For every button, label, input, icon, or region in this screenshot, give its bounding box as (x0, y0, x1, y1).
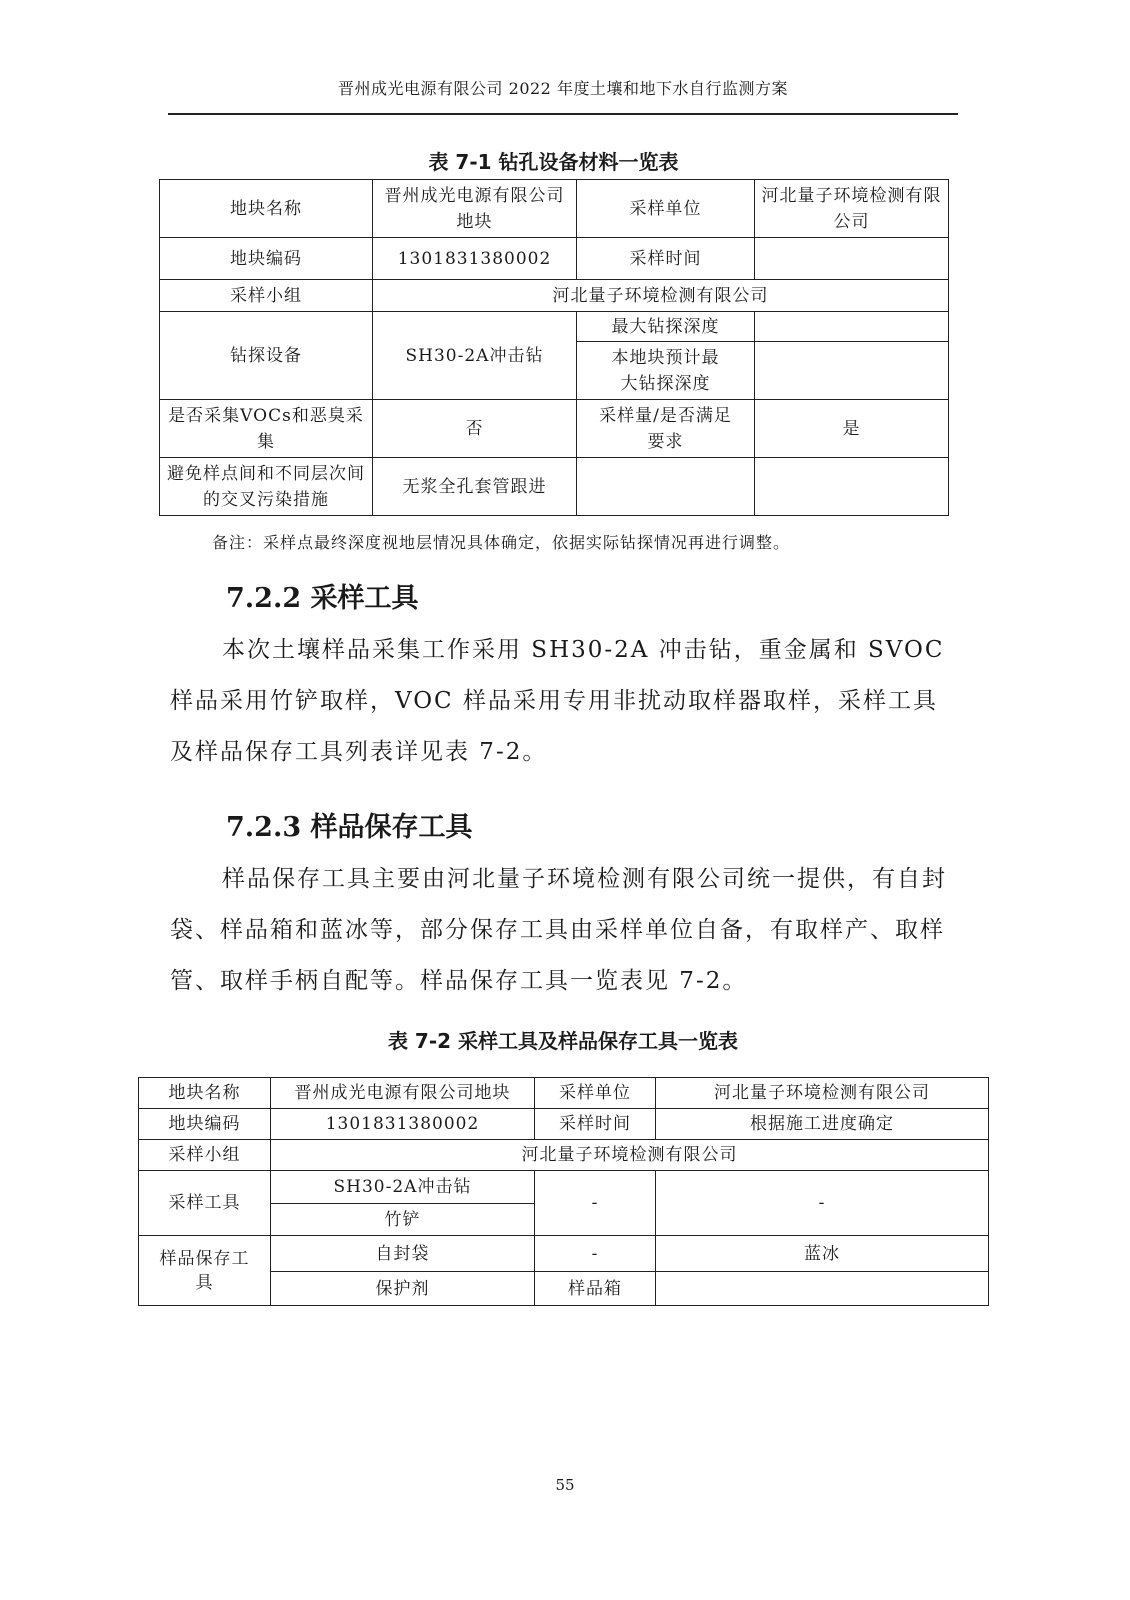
table-row (160, 400, 949, 458)
tools-label: 采样工具 (139, 1171, 271, 1236)
team-value: 河北量子环境检测有限公司 (271, 1140, 989, 1171)
table-row (160, 280, 949, 312)
section-heading-722: 7.2.2 采样工具 (226, 583, 419, 614)
site-name-label: 地块名称 (139, 1078, 271, 1109)
est-depth-label: 本地块预计最大钻探深度 (577, 342, 755, 400)
tool-item: SH30-2A冲击钻 (271, 1171, 535, 1204)
team-value: 河北量子环境检测有限公司 (373, 280, 949, 312)
table-row (139, 1109, 989, 1140)
table1-caption: 表 7-1 钻孔设备材料一览表 (428, 150, 679, 174)
max-depth-label: 最大钻探深度 (577, 312, 755, 342)
empty-cell (755, 458, 949, 516)
empty-cell (577, 458, 755, 516)
storage-item-col4: 蓝冰 (656, 1236, 989, 1272)
site-code-label: 地块编码 (160, 238, 373, 280)
sampling-time-value: 根据施工进度确定 (656, 1109, 989, 1140)
storage-item: 自封袋 (271, 1236, 535, 1272)
site-code-value: 1301831380002 (373, 238, 577, 280)
section-paragraph-722: 本次土壤样品采集工作采用 SH30-2A 冲击钻，重金属和 SVOC 样品采用竹铲取样，VOC 样品采用专用非扰动取样器取样，采样工具及样品保存工具列表详见表 7-2。 (170, 637, 945, 765)
site-name-value: 晋州成光电源有限公司地块 (373, 180, 577, 238)
storage-item-col4 (656, 1272, 989, 1306)
sample-qty-value: 是 (755, 400, 949, 458)
sampling-unit-value: 河北量子环境检测有限公司 (656, 1078, 989, 1109)
tools-col3-value: - (535, 1171, 656, 1236)
table-row (139, 1236, 989, 1272)
team-label: 采样小组 (139, 1140, 271, 1171)
sampling-time-value (755, 238, 949, 280)
table-row (160, 238, 949, 280)
section-paragraph-723: 样品保存工具主要由河北量子环境检测有限公司统一提供，有自封袋、样品箱和蓝冰等，部分保存工具由采样单位自备，有取样产、取样管、取样手柄自配等。样品保存工具一览表见 7-2。 (170, 866, 947, 994)
table-row (160, 180, 949, 238)
team-label: 采样小组 (160, 280, 373, 312)
table2-caption: 表 7-2 采样工具及样品保存工具一览表 (387, 1029, 739, 1053)
sampling-unit-label: 采样单位 (577, 180, 755, 238)
cross-contamination-value: 无浆全孔套管跟进 (373, 458, 577, 516)
sampling-time-label: 采样时间 (577, 238, 755, 280)
page-header: 晋州成光电源有限公司 2022 年度土壤和地下水自行监测方案 (338, 79, 788, 98)
tools-col4-value: - (656, 1171, 989, 1236)
table-row (160, 312, 949, 342)
storage-label: 样品保存工具 (139, 1236, 271, 1306)
page-number: 55 (555, 1476, 575, 1494)
site-code-label: 地块编码 (139, 1109, 271, 1140)
sampling-unit-value: 河北量子环境检测有限公司 (755, 180, 949, 238)
equipment-value: SH30-2A冲击钻 (373, 312, 577, 400)
table-row (139, 1078, 989, 1109)
table-row (139, 1140, 989, 1171)
tool-item: 竹铲 (271, 1204, 535, 1236)
site-name-value: 晋州成光电源有限公司地块 (271, 1078, 535, 1109)
voc-value: 否 (373, 400, 577, 458)
site-code-value: 1301831380002 (271, 1109, 535, 1140)
sample-qty-label: 采样量/是否满足要求 (577, 400, 755, 458)
cross-contamination-label: 避免样点间和不同层次间的交叉污染措施 (160, 458, 373, 516)
sampling-unit-label: 采样单位 (535, 1078, 656, 1109)
storage-item-col3: 样品箱 (535, 1272, 656, 1306)
sampling-tools-table (138, 1077, 989, 1306)
storage-item: 保护剂 (271, 1272, 535, 1306)
drilling-equipment-table (159, 179, 949, 516)
table1-note: 备注：采样点最终深度视地层情况具体确定，依据实际钻探情况再进行调整。 (212, 533, 791, 552)
max-depth-value (755, 312, 949, 342)
est-depth-value (755, 342, 949, 400)
header-divider (168, 113, 958, 115)
sampling-time-label: 采样时间 (535, 1109, 656, 1140)
equipment-label: 钻探设备 (160, 312, 373, 400)
table-row (160, 458, 949, 516)
section-heading-723: 7.2.3 样品保存工具 (226, 812, 473, 843)
storage-item-col3: - (535, 1236, 656, 1272)
site-name-label: 地块名称 (160, 180, 373, 238)
table-row (139, 1171, 989, 1204)
voc-label: 是否采集VOCs和恶臭采集 (160, 400, 373, 458)
